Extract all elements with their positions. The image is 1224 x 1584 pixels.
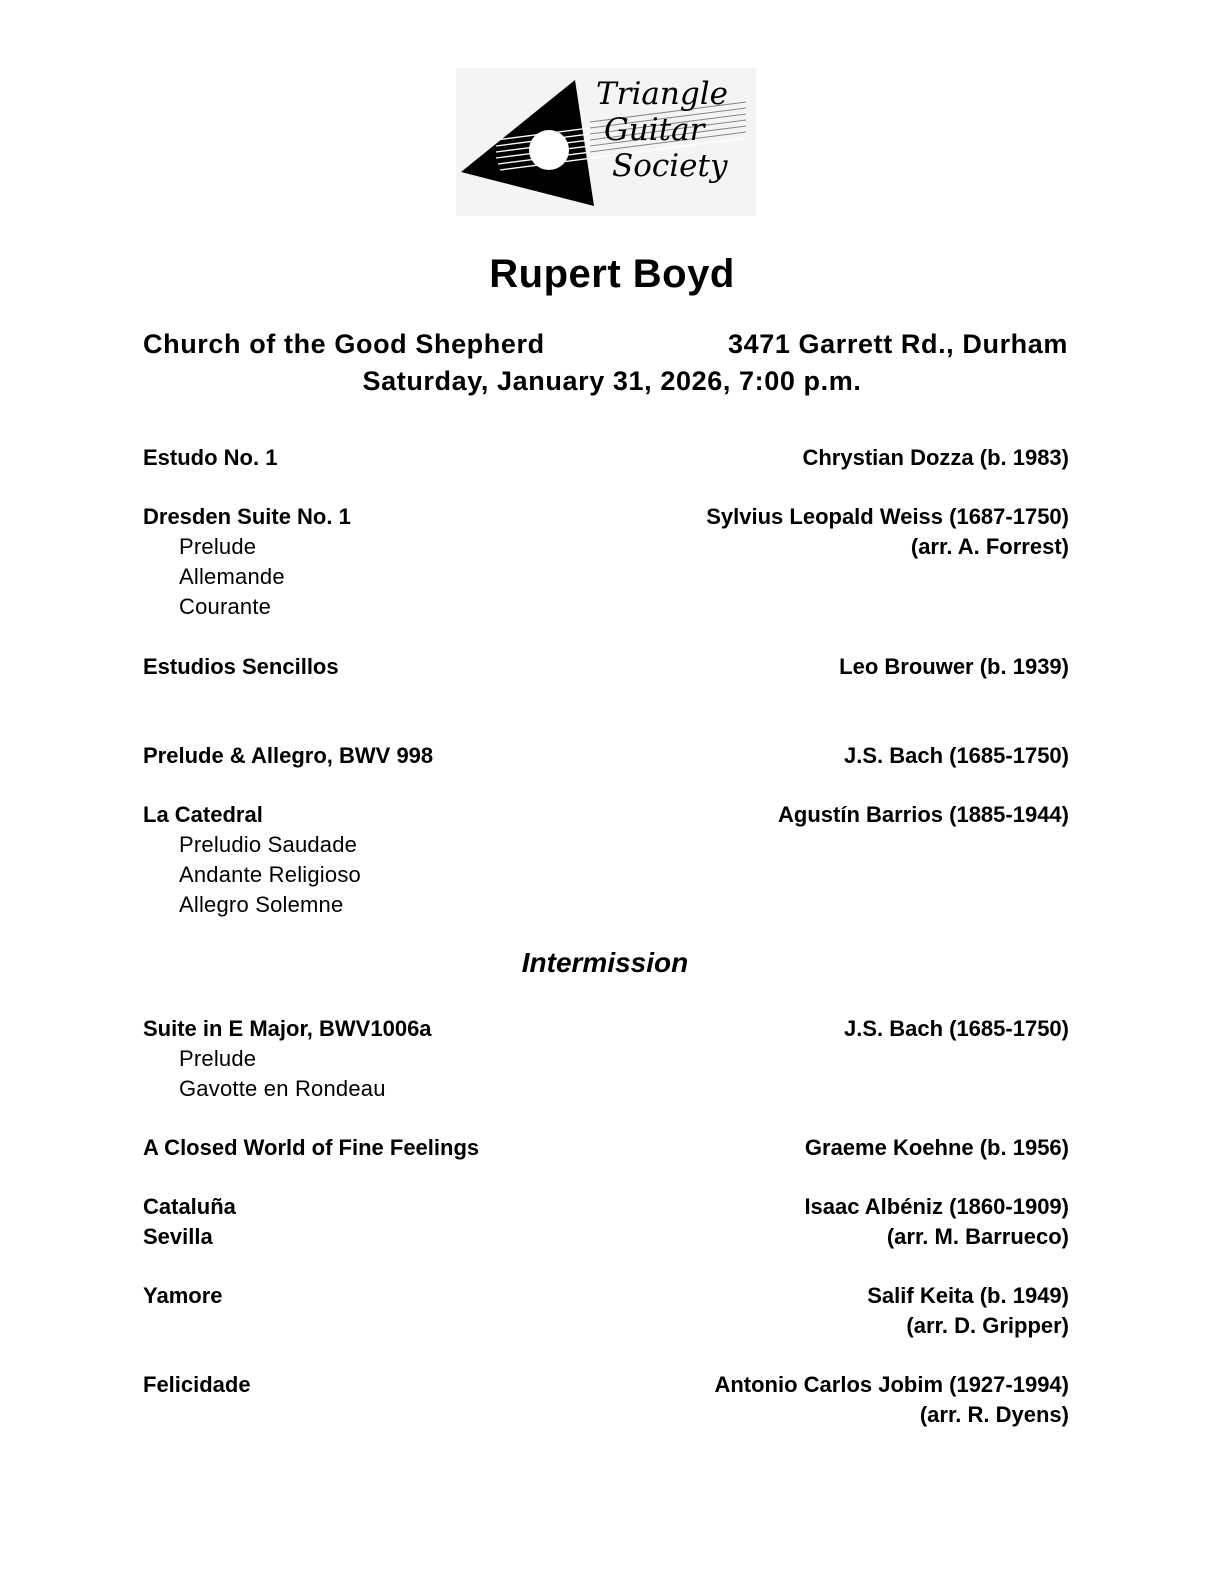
- program-piece: [143, 1133, 1069, 1163]
- composer: Agustín Barrios (1885-1944): [778, 802, 1069, 827]
- arranger: (arr. D. Gripper): [906, 1313, 1069, 1338]
- logo-text-line1: Triangle: [596, 76, 728, 112]
- concert-date-time: Saturday, January 31, 2026, 7:00 p.m.: [362, 366, 862, 396]
- program-piece: [143, 1370, 1069, 1430]
- program-list: [143, 0, 1069, 1584]
- piece-title: A Closed World of Fine Feelings: [143, 1135, 480, 1160]
- composer: Antonio Carlos Jobim (1927-1994): [714, 1372, 1069, 1397]
- arranger: (arr. A. Forrest): [910, 534, 1069, 559]
- program-piece: [143, 443, 1069, 473]
- piece-title: Yamore: [143, 1283, 223, 1308]
- movement: Gavotte en Rondeau: [179, 1076, 386, 1101]
- logo-text-line3: Society: [612, 148, 728, 184]
- movement: Allemande: [179, 564, 285, 589]
- movement: Prelude: [179, 534, 257, 559]
- piece-title: Felicidade: [143, 1372, 251, 1397]
- program-piece: [143, 1014, 1069, 1104]
- program-piece: [143, 741, 1069, 771]
- performer-name: Rupert Boyd: [489, 252, 735, 296]
- piece-title: Estudios Sencillos: [143, 654, 339, 679]
- intermission-heading: Intermission: [521, 947, 689, 978]
- movement: Courante: [179, 594, 272, 619]
- arranger: (arr. M. Barrueco): [886, 1224, 1069, 1249]
- venue-address: 3471 Garrett Rd., Durham: [727, 329, 1068, 359]
- movement: Allegro Solemne: [179, 892, 344, 917]
- composer: Chrystian Dozza (b. 1983): [802, 445, 1069, 470]
- composer: Graeme Koehne (b. 1956): [804, 1135, 1069, 1160]
- composer: Salif Keita (b. 1949): [867, 1283, 1069, 1308]
- piece-title: Prelude & Allegro, BWV 998: [143, 743, 434, 768]
- arranger: (arr. R. Dyens): [919, 1402, 1069, 1427]
- movement: Andante Religioso: [179, 862, 361, 887]
- movement: Preludio Saudade: [179, 832, 358, 857]
- piece-title: Estudo No. 1: [143, 445, 278, 470]
- piece-title: Suite in E Major, BWV1006a: [143, 1016, 432, 1041]
- composer: Leo Brouwer (b. 1939): [839, 654, 1069, 679]
- program-piece: [143, 800, 1069, 920]
- program-piece: [143, 1281, 1069, 1341]
- composer: J.S. Bach (1685-1750): [843, 1016, 1069, 1041]
- piece-title: Dresden Suite No. 1: [143, 504, 351, 529]
- composer: J.S. Bach (1685-1750): [843, 743, 1069, 768]
- venue-name: Church of the Good Shepherd: [143, 329, 545, 359]
- composer: Sylvius Leopald Weiss (1687-1750): [706, 504, 1069, 529]
- program-piece: [143, 1192, 1069, 1252]
- piece-title: Cataluña: [143, 1194, 236, 1219]
- movement: Prelude: [179, 1046, 257, 1071]
- logo-text-line2: Guitar: [604, 112, 705, 148]
- composer: Isaac Albéniz (1860-1909): [804, 1194, 1069, 1219]
- program-piece: [143, 502, 1069, 622]
- program-piece: [143, 652, 1069, 682]
- piece-title: Sevilla: [143, 1224, 213, 1249]
- piece-title: La Catedral: [143, 802, 263, 827]
